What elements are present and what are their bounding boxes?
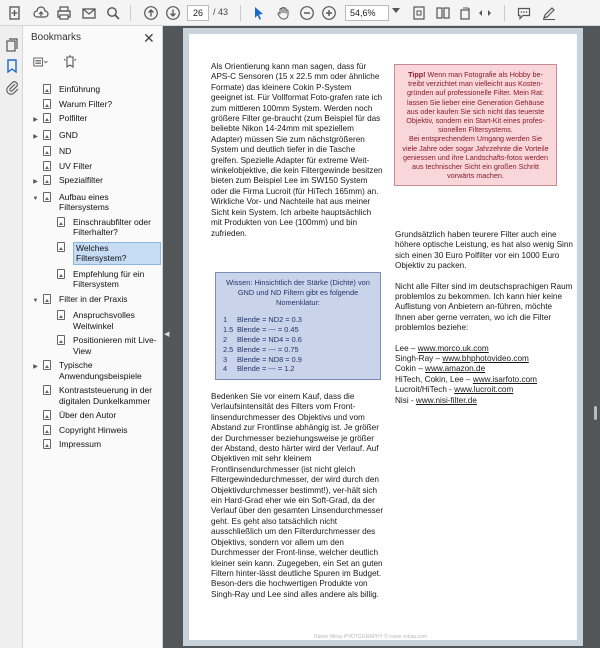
bookmark-item[interactable] <box>23 97 163 112</box>
bookmark-item[interactable] <box>23 111 163 128</box>
bookmark-icon <box>43 161 51 171</box>
supplier-row <box>395 385 573 395</box>
bookmark-item[interactable] <box>23 333 163 358</box>
spacer <box>45 310 54 312</box>
supplier-row <box>395 344 573 354</box>
tip-text: Wenn man Fotografie als Hobby be-treibt verzichtet man vielleicht aus Kosten-gründen auf professionelle Filter. Mein Rat: lassen Sie lieber eine Generation Gehäuse aus oder kaufen Sie sich nicht das teuerste Objektiv, sondern ein Start-Kit eines profes-sionellen Filtersystems. <box>406 70 545 135</box>
nomenclature-row <box>223 364 373 374</box>
spacer <box>31 385 40 387</box>
paragraph: Grundsätzlich haben teurere Filter auch eine höhere optische Leistung, es hat also wenig Sinn sich einen 30 Euro Polfilter vor ein 1000 Euro Objektiv zu packen. <box>395 230 573 271</box>
spacer <box>45 217 54 219</box>
page-thumbnails-icon[interactable] <box>3 36 21 54</box>
knowledge-box <box>215 272 381 380</box>
stop-value: 2 <box>223 334 228 344</box>
supplier-name: Cokin – <box>395 364 426 374</box>
email-icon[interactable] <box>80 4 98 22</box>
bookmark-item[interactable] <box>23 128 163 145</box>
bookmark-icon <box>57 242 65 252</box>
expand-arrow-icon[interactable]: ▶ <box>33 117 38 123</box>
bookmark-label: Copyright Hinweis <box>59 424 128 435</box>
density-value: Blende = ND8 = 0.9 <box>237 354 302 364</box>
paragraph: Als Orientierung kann man sagen, dass für APS-C Sensoren (15 x 22.5 mm oder ähnliche Formate) das kleinere Cokin P-System geeignet ist. Für Vollformat Foto-grafen rate ich zum mittleren 100mm System. Werden noch größere Filter ge-braucht (zum Beispiel für das beliebte Nikon 14-24mm mit speziellem Adapter) müssen Sie zum nächstgrößeren System und deutlich tiefer in die Tasche greifen. Spezielle Adapter für extreme Weit-winkelobjektive, die kein Filtergewinde besitzen bieten zum Beispiel Lee im SW150 System oder die Firma Lucroit (für HiTech 165mm) an. Wirkliche Vor- und Nachteile hat aus meiner Sicht kein System. Ich arbeite hauptsächlich mit Produkten von Lee (100mm) und bin zufrieden. <box>211 62 383 238</box>
supplier-row <box>395 375 573 385</box>
bookmark-label: Spezialfilter <box>59 175 103 185</box>
bookmark-label: Aufbau eines Filtersystems <box>59 191 110 212</box>
bookmark-icon <box>57 217 65 227</box>
expand-arrow-icon[interactable]: ▶ <box>33 364 38 370</box>
supplier-link[interactable]: www.lucroit.com <box>454 385 514 395</box>
supplier-name: Lucroit/HiTech - <box>395 385 455 395</box>
bookmark-item[interactable] <box>23 358 163 383</box>
paragraph: Nicht alle Filter sind im deutschsprachigen Raum problemlos zu bekommen. Ich kann hier keine Auflistung von Anbietern an-führen, möchte Ihnen aber gerne verraten, wo ich die Filter problemlos beziehe: <box>395 281 573 333</box>
bookmark-icon <box>57 335 65 345</box>
expand-arrow-icon[interactable]: ▶ <box>33 133 38 140</box>
bookmark-label: Impressum <box>59 439 102 449</box>
supplier-row <box>395 364 573 374</box>
knowledge-intro: Wissen: Hinsichtlich der Stärke (Dichte) von GND und ND Filtern gibt es folgende Nomenklatur: <box>226 278 370 307</box>
page-total: / 43 <box>213 7 229 17</box>
stop-value: 1.5 <box>223 325 234 335</box>
bookmark-item[interactable] <box>23 423 163 438</box>
supplier-link[interactable]: www.isarfoto.com <box>472 374 537 384</box>
stop-value: 3 <box>223 354 228 364</box>
hand-tool-icon[interactable] <box>274 4 292 22</box>
bookmark-item[interactable] <box>23 408 163 423</box>
supplier-name: Lee – <box>395 343 418 353</box>
nomenclature-row <box>223 335 373 345</box>
stop-value: 2.5 <box>223 344 234 354</box>
collapse-arrow-icon[interactable]: ▼ <box>32 297 39 304</box>
select-cursor-icon[interactable] <box>250 4 268 22</box>
bookmark-icon <box>43 175 51 185</box>
toolbar <box>0 0 600 26</box>
bookmark-label: Positionieren mit Live-View <box>73 335 157 356</box>
spacer <box>45 242 54 244</box>
bookmark-label: Typische Anwendungsbeispiele <box>59 360 142 381</box>
spacer <box>31 146 40 148</box>
spacer <box>31 439 40 441</box>
bookmark-item[interactable] <box>23 308 163 333</box>
bookmark-icon <box>43 146 51 156</box>
bookmark-label: Anspruchsvolles Weitwinkel <box>73 310 135 331</box>
tip-title: Tipp! <box>408 70 426 79</box>
read-mode-icon[interactable] <box>476 4 494 22</box>
scrollbar[interactable] <box>590 26 600 648</box>
bookmark-label: GND <box>59 129 78 140</box>
text-column-left-bottom <box>211 392 385 610</box>
bookmark-icon <box>43 425 51 435</box>
bookmark-icon <box>43 294 51 304</box>
spacer <box>31 425 40 427</box>
page-footer: Rainer Mirau PHOTOGRAPHY © rainer-mirau.com <box>314 634 427 640</box>
upload-cloud-icon[interactable] <box>32 4 50 22</box>
bookmark-icon <box>43 113 51 123</box>
tip-box <box>394 64 557 186</box>
toolbar-divider <box>130 5 131 21</box>
tip-text: Bei entsprechendem Umgang werden Sie viele Jahre oder sogar Jahrzehnte die Vorteile geniessen und ihre Landschafts-fotos werden aus technischer Sicht ein großen Schritt vorwärts machen. <box>402 134 549 181</box>
supplier-link[interactable]: www.nisi-filter.de <box>415 395 477 405</box>
page-number-input[interactable]: 26 <box>187 5 209 21</box>
page-layout-icon[interactable] <box>434 4 452 22</box>
attachment-icon[interactable] <box>3 78 21 96</box>
new-bookmark-icon[interactable] <box>61 53 79 71</box>
search-icon[interactable] <box>104 4 122 22</box>
spacer <box>45 269 54 271</box>
zoom-out-icon[interactable] <box>298 4 316 22</box>
bookmark-label: Kontraststeuerung in der digitalen Dunkelkammer <box>59 385 153 406</box>
text-column-right <box>395 230 573 406</box>
supplier-name: Singh-Ray – <box>395 354 443 364</box>
spacer <box>31 84 40 86</box>
bookmark-item[interactable] <box>23 215 163 240</box>
supplier-row <box>395 396 573 406</box>
bookmark-label: Einführung <box>59 84 101 94</box>
density-value: Blende = --- = 1.2 <box>237 364 295 374</box>
bookmark-label: Empfehlung für ein Filtersystem <box>73 268 145 289</box>
close-icon[interactable]: ✕ <box>143 30 155 46</box>
bookmark-label: Filter in der Praxis <box>59 293 128 304</box>
pen-icon[interactable] <box>540 4 558 22</box>
bookmark-icon <box>43 84 51 94</box>
bookmark-icon <box>43 99 51 109</box>
bookmark-item[interactable] <box>23 240 163 267</box>
bookmark-item[interactable] <box>23 437 163 452</box>
paragraph: Bedenken Sie vor einem Kauf, dass die Verlaufsintensität des Filters vom Front-linsendurchmesser des Objektivs und vom Abstand zur Frontlinse abhängig ist. Je größer der Durchmesser beziehungsweise je größer der Abstand, desto härter wird der Verlauf. Auf Objektiven mit sehr kleinem Frontlinsendurchmesser (ist nicht gleich Filtergewindedurchmesser, der wird durch den Objektivdurchmesser bestimmt!), ver-hält sich ein Hard-Grad eher wie ein Soft-Grad, da der Verlauf über den gesamten Linsendurchmesser geht. Es geht also tatsächlich nicht ausschließlich um den Filterdurchmesser des Objektivs, sondern vor allem um den Durchmesser der Front-linse, welcher deutlich kleiner sein kann. Zugegeben, ein Set an guten Filtern hinter-lässt deutliche Spuren im Budget. Beson-ders die hochwertigen Produkte von Singh-Ray und Lee sind alles andere als billig. <box>211 392 384 599</box>
spacer <box>45 335 54 337</box>
bookmark-icon <box>43 439 51 449</box>
spacer <box>31 161 40 163</box>
bookmark-label: Warum Filter? <box>59 98 113 109</box>
supplier-name: HiTech, Cokin, Lee – <box>395 374 473 384</box>
nomenclature-row <box>223 315 373 325</box>
toolbar-divider <box>504 5 505 21</box>
collapse-handle-icon[interactable]: ◀ <box>164 331 170 338</box>
bookmark-label: Über den Autor <box>59 410 117 420</box>
supplier-name: Nisi - <box>395 395 416 405</box>
bookmark-item[interactable] <box>23 190 163 215</box>
bookmark-label: UV Filter <box>59 160 93 171</box>
bookmark-icon <box>43 130 51 140</box>
bookmark-item[interactable] <box>23 173 163 190</box>
bookmark-item[interactable] <box>23 383 163 408</box>
expand-arrow-icon[interactable]: ▶ <box>33 179 38 185</box>
bookmark-label: Welches Filtersystem? <box>73 242 161 265</box>
bookmark-icon <box>57 310 65 320</box>
bookmark-icon <box>57 269 65 279</box>
nomenclature-row <box>223 355 373 365</box>
zoom-level-select[interactable]: 54,6% <box>345 5 389 21</box>
previous-page-icon[interactable] <box>142 4 160 22</box>
panel-title: Bookmarks <box>31 32 82 43</box>
bookmark-item[interactable] <box>23 82 163 97</box>
collapse-arrow-icon[interactable]: ▼ <box>32 195 39 202</box>
density-value: Blende = --- = 0.75 <box>237 344 299 354</box>
add-file-icon[interactable] <box>6 4 24 22</box>
density-value: Blende = ND2 = 0.3 <box>237 315 302 325</box>
nomenclature-table <box>223 315 373 374</box>
bookmark-icon <box>43 360 51 370</box>
spacer <box>31 410 40 412</box>
comment-icon[interactable] <box>515 4 533 22</box>
bookmarks-panel <box>23 26 163 648</box>
density-value: Blende = --- = 0.45 <box>237 325 299 335</box>
bookmark-item[interactable] <box>23 267 163 292</box>
supplier-link[interactable]: www.bhphotovideo.com <box>442 354 529 364</box>
chevron-down-icon[interactable] <box>392 8 400 13</box>
bookmark-list <box>23 82 163 452</box>
bookmark-label: Einschraubfilter oder Filterhalter? <box>73 216 151 237</box>
supplier-link[interactable]: www.morco.uk.com <box>417 343 489 353</box>
document-page <box>183 28 583 646</box>
bookmark-icon <box>43 410 51 420</box>
stop-value: 1 <box>223 315 228 325</box>
bookmark-item[interactable] <box>23 292 163 309</box>
toolbar-divider <box>240 5 241 21</box>
bookmark-icon <box>43 192 51 202</box>
rotate-icon[interactable] <box>456 4 474 22</box>
supplier-link[interactable]: www.amazon.de <box>425 364 486 374</box>
bookmark-item[interactable] <box>23 144 163 159</box>
next-page-icon[interactable] <box>164 4 182 22</box>
nomenclature-row <box>223 325 373 335</box>
zoom-in-icon[interactable] <box>320 4 338 22</box>
scrollbar-thumb[interactable] <box>594 406 597 420</box>
bookmark-label: ND <box>59 146 72 156</box>
bookmark-icon <box>43 385 51 395</box>
text-column-left <box>211 62 383 249</box>
bookmark-item[interactable] <box>23 159 163 174</box>
navigation-rail <box>0 26 23 648</box>
spacer <box>31 99 40 101</box>
fit-page-icon[interactable] <box>410 4 428 22</box>
density-value: Blende = ND4 = 0.6 <box>237 334 302 344</box>
supplier-links <box>395 344 573 406</box>
options-menu-icon[interactable] <box>31 53 51 71</box>
supplier-row <box>395 354 573 364</box>
print-icon[interactable] <box>55 4 73 22</box>
stop-value: 4 <box>223 364 228 374</box>
bookmark-label: Polfilter <box>59 113 88 123</box>
bookmark-icon[interactable] <box>3 57 21 75</box>
nomenclature-row <box>223 345 373 355</box>
